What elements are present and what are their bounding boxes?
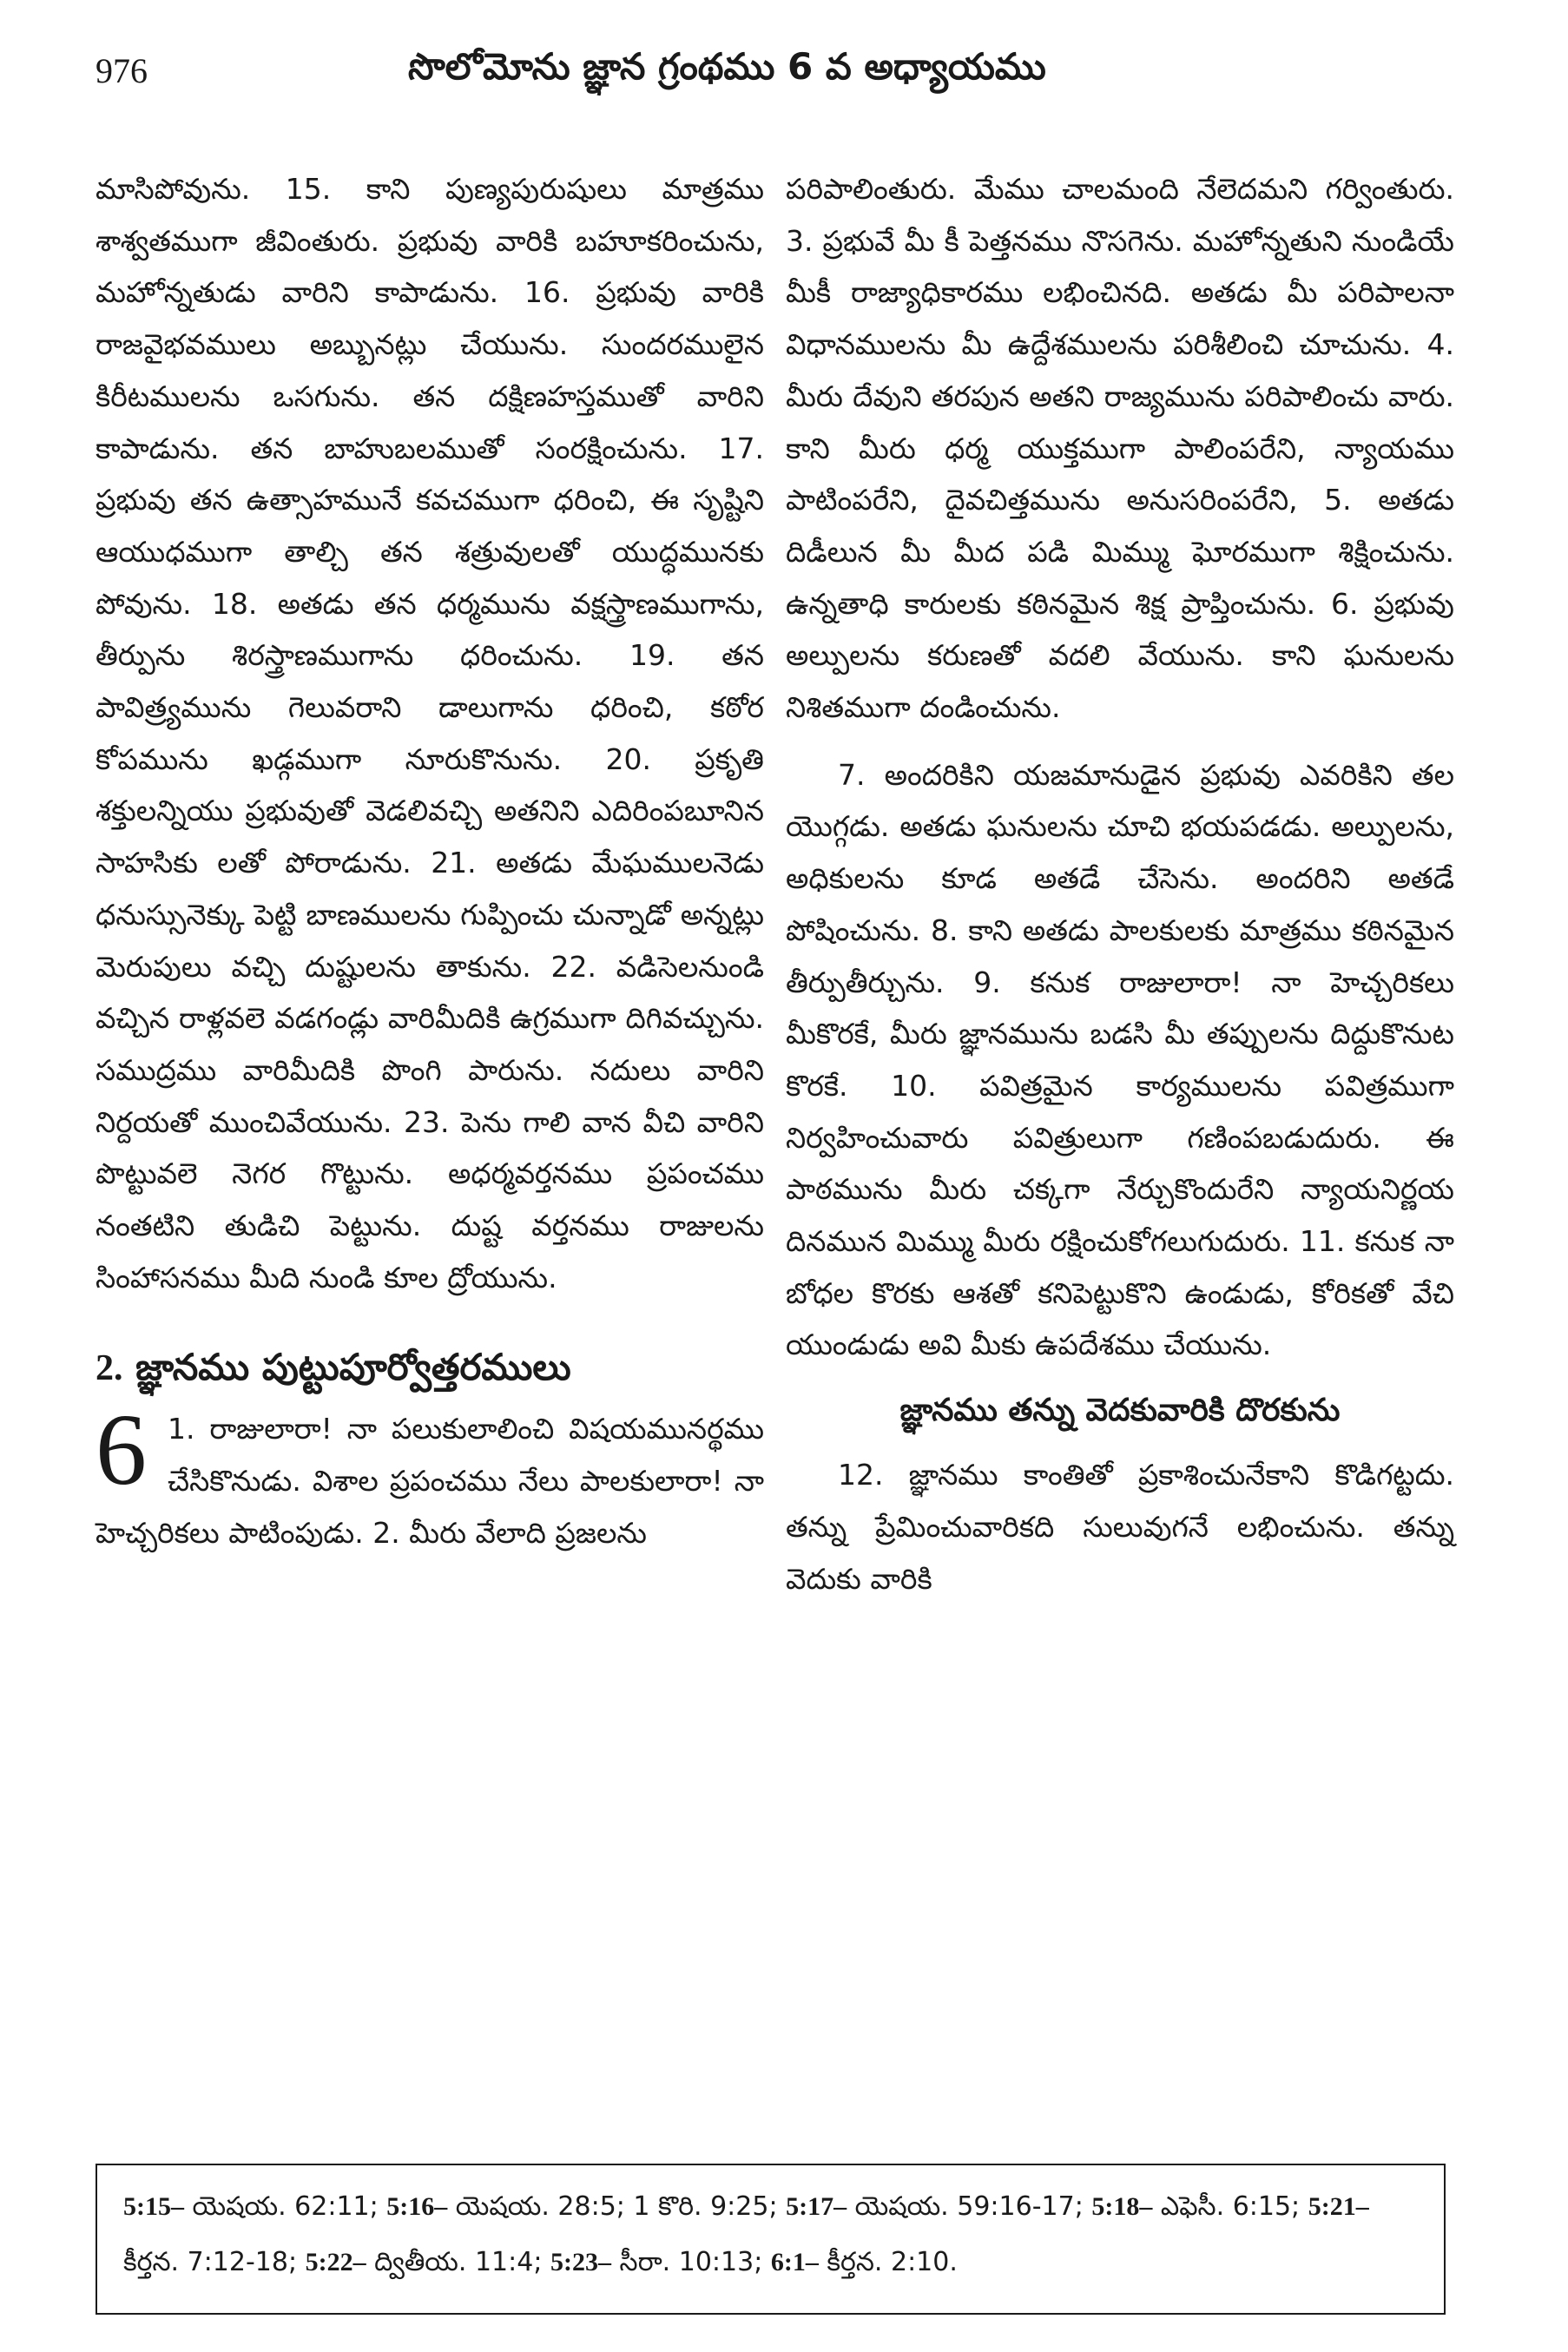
paragraph (96, 1393, 764, 1558)
footnote-ref: 5:23– (550, 2248, 611, 2276)
section-number: 2. (96, 1348, 123, 1389)
footnote-ref: 5:22– (305, 2248, 366, 2276)
section-heading (96, 1343, 764, 1393)
running-head: సొలోమోను జ్ఞాన గ్రంథము 6 వ అధ్యాయము (408, 45, 1046, 88)
footnote-ref: 5:15– (123, 2192, 184, 2221)
footnote-text: యెషయ. 62:11; (184, 2191, 387, 2222)
footnote-text: సీరా. 10:13; (610, 2247, 771, 2277)
paragraph: 12. జ్ఞానము కాంతితో ప్రకాశించునేకాని కొడిగట్టదు. తన్ను ప్రేమించువారికది సులువుగనే లభించును. తన్ను వెదుకు వారికి (786, 1458, 1454, 1596)
footnotes-box (96, 2164, 1446, 2315)
page-number: 976 (96, 51, 148, 90)
footnote-ref: 5:18– (1091, 2192, 1153, 2221)
footnote-ref: 5:17– (786, 2192, 847, 2221)
right-column (786, 163, 1454, 2169)
footnote-text: ఎఫెసీ. 6:15; (1152, 2191, 1308, 2222)
paragraph: పరిపాలింతురు. మేము చాలమంది నేలెదమని గర్వింతురు. 3. ప్రభువే మీ కీ పెత్తనము నొసగెను. మహోన్నతుని నుండియే మీకీ రాజ్యాధికారము లభించినది. అతడు మీ పరిపాలనా విధానములను మీ ఉద్దేశములను పరిశీలించి చూచును. 4. మీరు దేవుని తరపున అతని రాజ్యమును పరిపాలించు వారు. కాని మీరు ధర్మ యుక్తముగా పాలింపరేని, న్యాయము పాటింపరేని, దైవచిత్తమును అనుసరింపరేని, 5. అతడు దిడీలున మీ మీద పడి మిమ్ము ఘోరముగా శిక్షించును. ఉన్నతాధి కారులకు కఠినమైన శిక్ష ప్రాప్తించును. 6. ప్రభువు అల్పులను కరుణతో వదలి వేయును. కాని ఘనులను నిశితముగా దండించును. (786, 172, 1454, 725)
footnote-ref: 6:1– (770, 2248, 819, 2276)
footnote-ref: 5:16– (386, 2192, 448, 2221)
footnote-text: యెషయ. 59:16-17; (847, 2191, 1092, 2222)
footnote-text: ద్వితీయ. 11:4; (366, 2247, 550, 2277)
section-title: జ్ఞానము పుట్టుపూర్వోత్తరములు (135, 1346, 571, 1389)
paragraph: 7. అందరికిని యజమానుడైన ప్రభువు ఎవరికిని తల యొగ్గడు. అతడు ఘనులను చూచి భయపడడు. అల్పులను, అధికులను కూడ అతడే చేసెను. అందరిని అతడే పోషించును. 8. కాని అతడు పాలకులకు మాత్రము కఠినమైన తీర్పుతీర్చును. 9. కనుక రాజులారా! నా హెచ్చరికలు మీకొరకే, మీరు జ్ఞానమును బడసి మీ తప్పులను దిద్దుకొనుట కొరకే. 10. పవిత్రమైన కార్యములను పవిత్రముగా నిర్వహించువారు పవిత్రులుగా గణింపబడుదురు. ఈ పాఠమును మీరు చక్కగా నేర్చుకొందురేని న్యాయనిర్ణయ దినమున మిమ్ము మీరు రక్షించుకోగలుగుదురు. 11. కనుక నా బోధల కొరకు ఆశతో కనిపెట్టుకొని ఉండుడు, కోరికతో వేచి యుండుడు అవి మీకు ఉపదేశము చేయును. (786, 757, 1454, 1362)
subheading: జ్ఞానము తన్ను వెదకువారికి దొరకును (899, 1393, 1341, 1429)
footnote-ref: 5:21– (1308, 2192, 1369, 2221)
footnote-text: కీర్తన. 2:10. (818, 2247, 958, 2277)
footnote-text: కీర్తన. 7:12-18; (123, 2247, 306, 2277)
left-column (96, 163, 764, 2169)
chapter-number: 6 (96, 1393, 147, 1507)
paragraph: మాసిపోవును. 15. కాని పుణ్యపురుషులు మాత్రము శాశ్వతముగా జీవింతురు. ప్రభువు వారికి బహూకరించును, మహోన్నతుడు వారిని కాపాడును. 16. ప్రభువు వారికి రాజవైభవములు అబ్బునట్లు చేయును. సుందరములైన కిరీటములను ఒసగును. తన దక్షిణహస్తముతో వారిని కాపాడును. తన బాహుబలముతో సంరక్షించును. 17. ప్రభువు తన ఉత్సాహమునే కవచముగా ధరించి, ఈ సృష్టిని ఆయుధముగా తాల్చి తన శత్రువులతో యుద్ధమునకు పోవును. 18. అతడు తన ధర్మమును వక్షస్త్రాణముగాను, తీర్పును శిరస్త్రాణముగాను ధరించును. 19. తన పావిత్ర్యమును గెలువరాని డాలుగాను ధరించి, కఠోర కోపమును ఖడ్గముగా నూరుకొనును. 20. ప్రకృతి శక్తులన్నియు ప్రభువుతో వెడలివచ్చి అతనిని ఎదిరింపబూనిన సాహసికు లతో పోరాడును. 21. అతడు మేఘములనెడు ధనుస్సునెక్కు పెట్టి బాణములను గుప్పించు చున్నాడో అన్నట్లు మెరుపులు వచ్చి దుష్టులను తాకును. 22. వడిసెలనుండి వచ్చిన రాళ్లవలె వడగండ్లు వారిమీదికి ఉగ్రముగా దిగివచ్చును. సముద్రము వారిమీదికి పొంగి పారును. నదులు వారిని నిర్దయతో ముంచివేయును. 23. పెను గాలి వాన వీచి వారిని పొట్టువలె నెగర గొట్టును. అధర్మవర్తనము ప్రపంచము నంతటిని తుడిచి పెట్టును. దుష్ట వర్తనము రాజులను సింహాసనము మీది నుండి కూల ద్రోయును. (96, 172, 764, 1295)
footnote-text: యెషయ. 28:5; 1 కొరి. 9:25; (447, 2191, 787, 2222)
paragraph-text: 1. రాజులారా! నా పలుకులాలించి విషయమునర్థము చేసికొనుడు. విశాల ప్రపంచము నేలు పాలకులారా! నా హెచ్చరికలు పాటింపుడు. 2. మీరు వేలాది ప్రజలను (96, 1412, 764, 1550)
